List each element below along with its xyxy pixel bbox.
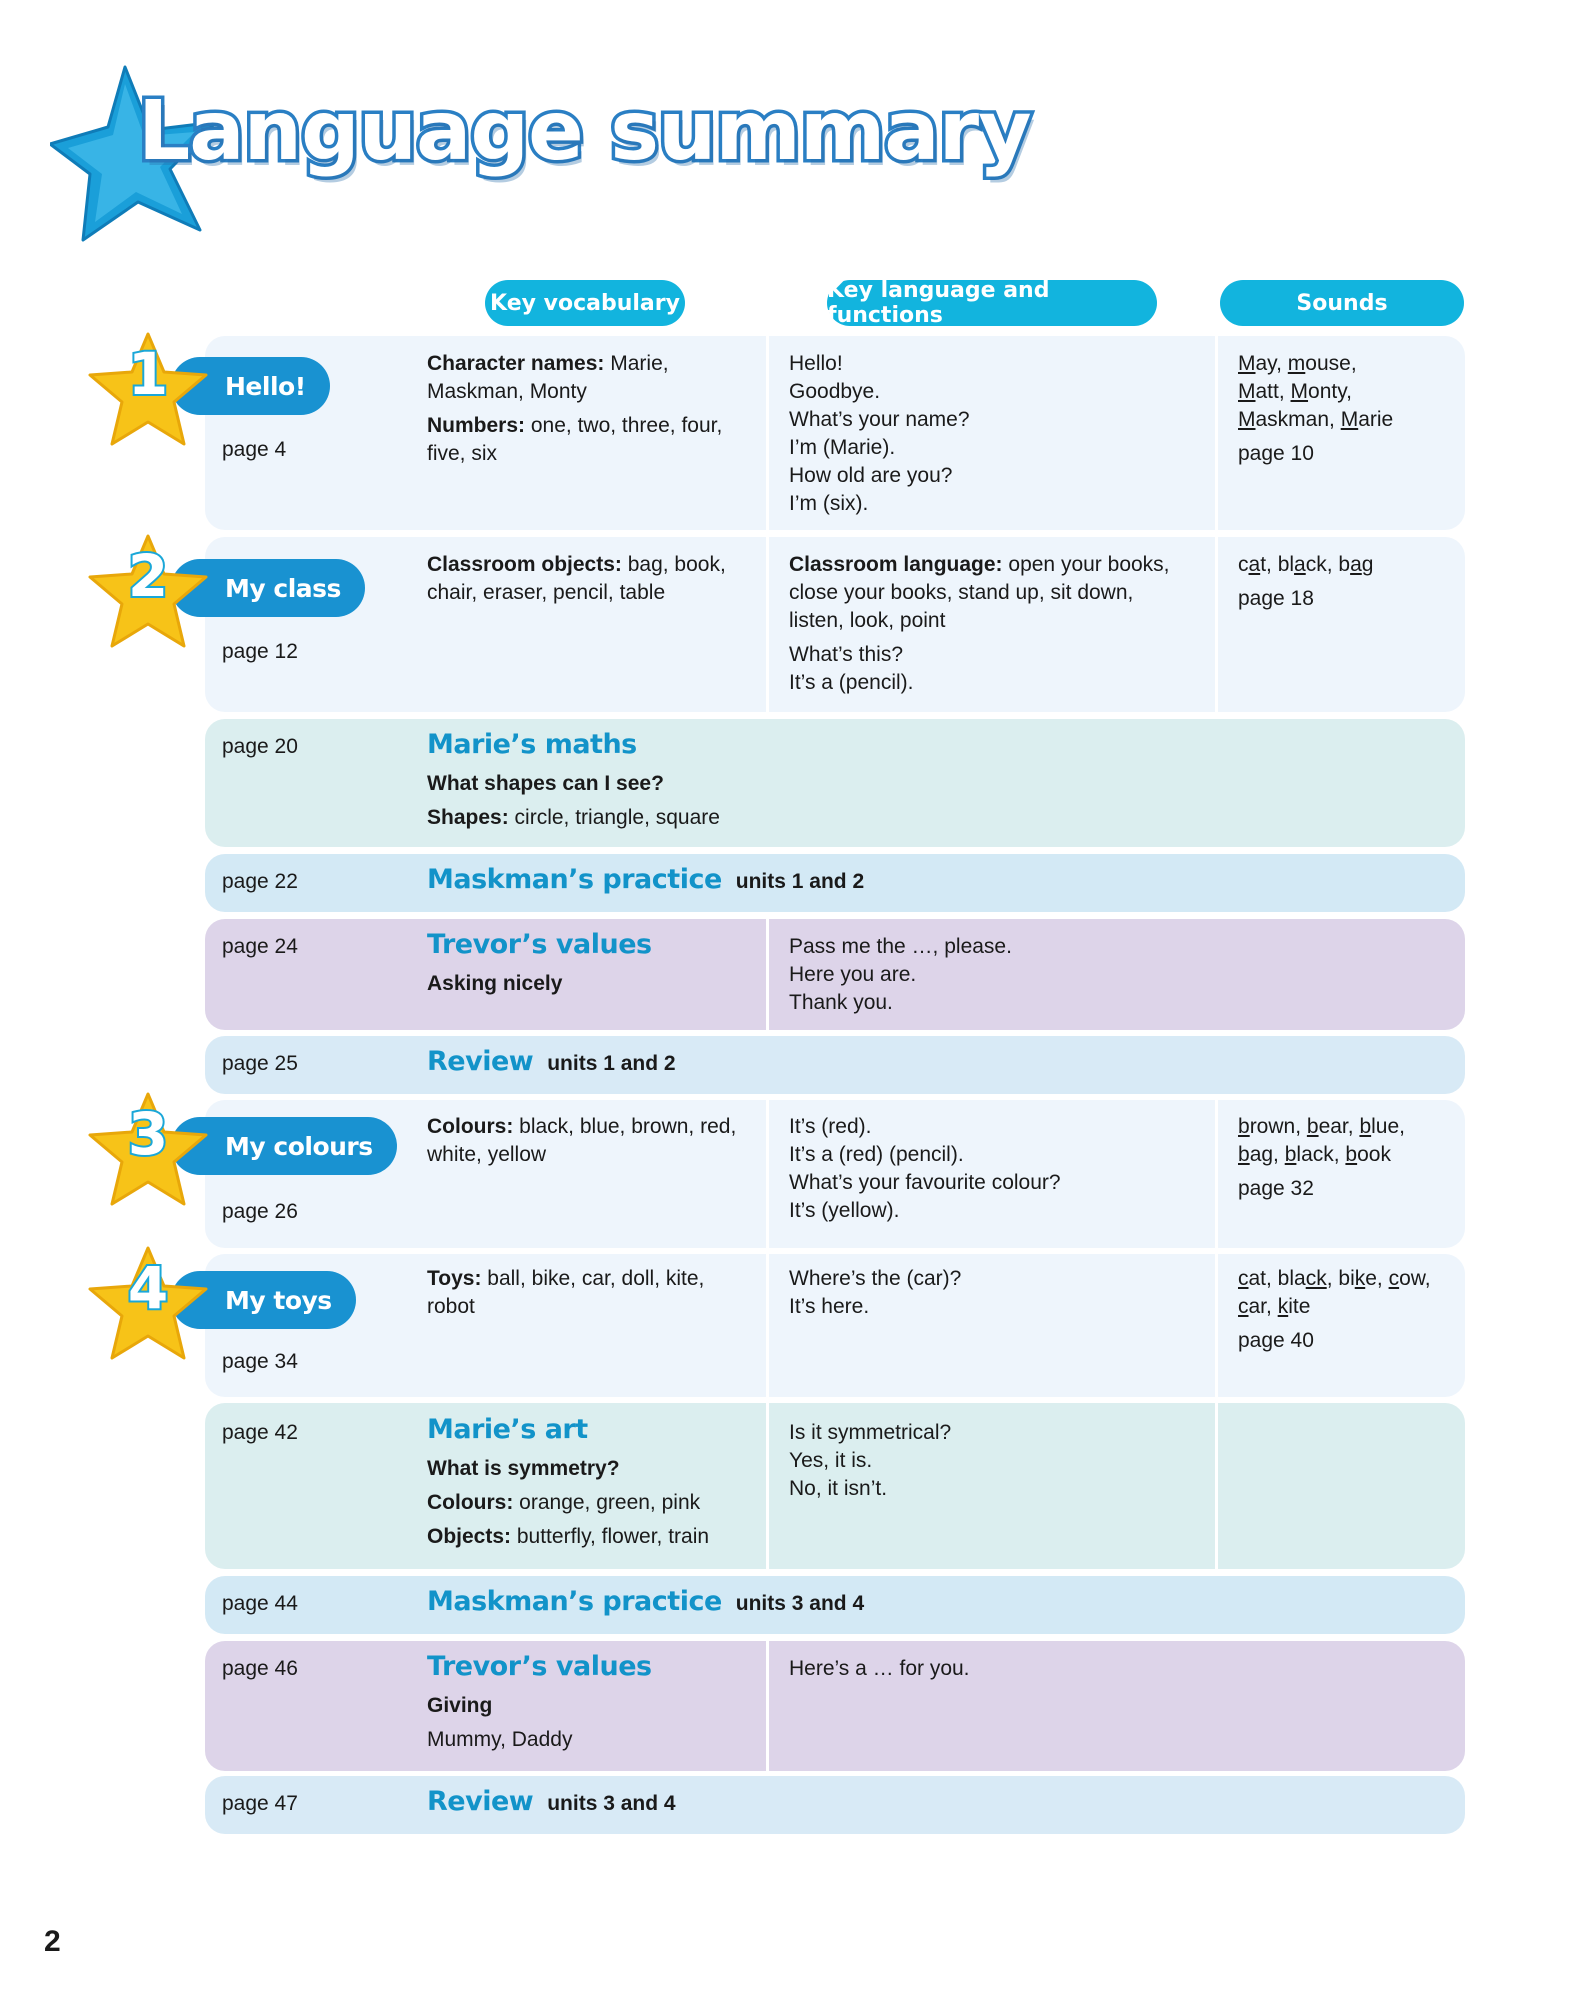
unit-2-sounds	[1238, 551, 1373, 613]
unit-1-number: 1	[127, 340, 169, 408]
sounds-line: May, mouse,	[1238, 352, 1357, 375]
maths-row	[205, 719, 1465, 847]
practice-2-heading	[427, 1586, 864, 1617]
values-1-subtitle: Asking nicely	[427, 972, 563, 995]
unit-3-page: page 26	[222, 1200, 298, 1223]
practice-1-title: Maskman’s practice	[427, 864, 722, 895]
unit-3-number: 3	[127, 1100, 169, 1168]
review-1-heading	[427, 1046, 676, 1077]
review-1-title: Review	[427, 1046, 534, 1077]
unit-4-vocab: Toys: ball, bike, car, doll, kite, robot	[427, 1267, 705, 1318]
page-number: 2	[44, 1925, 61, 1958]
sounds-line: Maskman, Marie	[1238, 408, 1394, 431]
sounds-line: bag, black, book	[1238, 1143, 1391, 1166]
unit-3-vocab: Colours: black, blue, brown, red, white, yellow	[427, 1115, 737, 1166]
review-row	[205, 1776, 1465, 1834]
unit-1-sounds	[1238, 350, 1393, 468]
sounds-page: page 32	[1238, 1177, 1314, 1200]
column-divider	[766, 537, 769, 712]
column-divider	[1215, 336, 1218, 530]
unit-1-language: Hello! Goodbye. What’s your name? I’m (Marie). How old are you? I’m (six).	[789, 352, 970, 515]
column-divider	[766, 336, 769, 530]
column-divider	[1215, 1254, 1218, 1397]
unit-4-language: Where’s the (car)? It’s here.	[789, 1267, 962, 1318]
column-divider	[766, 919, 769, 1030]
sounds-page: page 10	[1238, 442, 1314, 465]
review-1-sub: units 1 and 2	[547, 1052, 676, 1075]
column-divider	[1215, 1100, 1218, 1248]
unit-4-name: My toys	[171, 1271, 356, 1329]
page-title: Language summary	[138, 84, 1031, 179]
maths-content: What shapes can I see? Shapes: circle, triangle, square	[427, 772, 720, 829]
column-divider	[766, 1100, 769, 1248]
review-2-title: Review	[427, 1786, 534, 1817]
practice-2-page: page 44	[222, 1592, 298, 1615]
values-1-language: Pass me the …, please. Here you are. Thank you.	[789, 935, 1012, 1014]
art-content: What is symmetry? Colours: orange, green, pink Objects: butterfly, flower, train	[427, 1457, 710, 1548]
practice-1-heading	[427, 864, 864, 895]
unit-2-number: 2	[127, 542, 169, 610]
unit-3-language: It’s (red). It’s a (red) (pencil). What’s your favourite colour? It’s (yellow).	[789, 1115, 1061, 1222]
values-2-title: Trevor’s values	[427, 1651, 652, 1682]
sounds-line: brown, bear, blue,	[1238, 1115, 1405, 1138]
unit-2-page: page 12	[222, 640, 298, 663]
review-2-sub: units 3 and 4	[547, 1792, 676, 1815]
values-2-page: page 46	[222, 1657, 298, 1680]
art-title: Marie’s art	[427, 1414, 588, 1445]
maths-page: page 20	[222, 735, 298, 758]
practice-2-title: Maskman’s practice	[427, 1586, 722, 1617]
unit-2-language: Classroom language: open your books, close your books, stand up, sit down, listen, look, point What’s this? It’s a (pencil).	[789, 553, 1170, 694]
unit-4-number: 4	[127, 1254, 169, 1322]
review-2-heading	[427, 1786, 676, 1817]
column-divider	[1215, 1403, 1218, 1569]
review-row	[205, 1036, 1465, 1094]
maths-title: Marie’s maths	[427, 729, 637, 760]
column-header-sounds: Sounds	[1220, 280, 1464, 326]
values-1-page: page 24	[222, 935, 298, 958]
practice-2-sub: units 3 and 4	[735, 1592, 865, 1615]
column-divider	[766, 1641, 769, 1771]
review-1-page: page 25	[222, 1052, 298, 1075]
column-header-language: Key language and functions	[827, 280, 1157, 326]
unit-1-vocab: Character names: Marie, Maskman, Monty Numbers: one, two, three, four, five, six	[427, 352, 723, 465]
column-divider	[1215, 537, 1218, 712]
sounds-line: car, kite	[1238, 1295, 1311, 1318]
art-language: Is it symmetrical? Yes, it is. No, it isn’t.	[789, 1421, 952, 1500]
sounds-page: page 18	[1238, 587, 1314, 610]
sounds-page: page 40	[1238, 1329, 1314, 1352]
sounds-line: cat, black, bag	[1238, 553, 1374, 576]
sounds-line: cat, black, bike, cow,	[1238, 1267, 1431, 1290]
review-2-page: page 47	[222, 1792, 298, 1815]
unit-2-name: My class	[171, 559, 365, 617]
column-divider	[766, 1403, 769, 1569]
values-2-content: Giving Mummy, Daddy	[427, 1694, 573, 1751]
unit-1-name: Hello!	[171, 357, 330, 415]
column-header-vocabulary: Key vocabulary	[485, 280, 685, 326]
values-2-language: Here’s a … for you.	[789, 1657, 970, 1680]
unit-4-sounds	[1238, 1265, 1431, 1355]
unit-1-page: page 4	[222, 438, 287, 461]
practice-1-sub: units 1 and 2	[735, 870, 865, 893]
values-1-title: Trevor’s values	[427, 929, 652, 960]
sounds-line: Matt, Monty,	[1238, 380, 1352, 403]
column-divider	[766, 1254, 769, 1397]
unit-3-name: My colours	[171, 1117, 397, 1175]
practice-1-page: page 22	[222, 870, 298, 893]
unit-4-page: page 34	[222, 1350, 298, 1373]
unit-2-vocab: Classroom objects: bag, book, chair, eraser, pencil, table	[427, 553, 726, 604]
header	[50, 62, 1031, 252]
art-page: page 42	[222, 1421, 298, 1444]
unit-3-sounds	[1238, 1113, 1405, 1203]
